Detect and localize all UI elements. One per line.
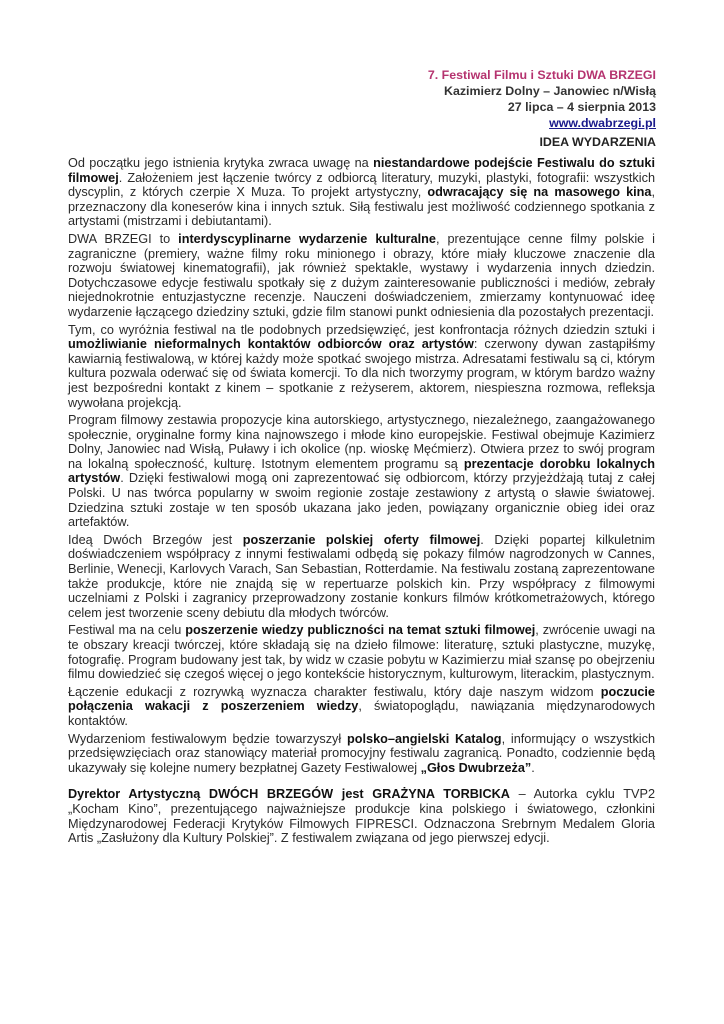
paragraph-emphasis: interdyscyplinarne wydarzenie kulturalne [178,231,436,246]
paragraph-5 [68,533,655,621]
paragraph-text: Wydarzeniom festiwalowym będzie towarzyszył [68,731,347,746]
section-title: IDEA WYDARZENIA [539,135,656,149]
festival-title: 7. Festiwal Filmu i Sztuki DWA BRZEGI [427,68,656,82]
paragraph-2 [68,232,655,320]
paragraph-text: . Dzięki popartej kilkuletnim doświadczeniem współpracy z innymi festiwalami odbędą się pokazy filmów nagrodzonych w Cannes, Berlinie, Wenecji, Karlovych Varach, San Sebastian, Rotterdamie. Na festiwalu zostaną zaprezentowane także produkcje, które nie znajdą się w repertuarze polskich kin. Przy współpracy z filmowymi uczelniami z Polski i zagranicy przeprowadzony zostanie konkurs filmów krótkometrażowych, którego celem jest tworzenie sceny debiutu dla młodych twórców. [68,532,656,620]
paragraph-text: – Autorka cyklu TVP2 „Kocham Kino”, prezentującego najważniejsze produkcje kina polskiego i światowego, członkini Międzynarodowej Federacji Krytyków Filmowych FIPRESCI. Odznaczona Srebrnym Medalem Gloria Artis „Zasłużony dla Kultury Polskiej”. Z festiwalem związana od jego pierwszej edycji. [68,787,656,846]
paragraph-emphasis: poczucie połączenia wakacji z poszerzeniem wiedzy [68,684,655,714]
paragraph-6 [68,623,655,681]
paragraph-text: . [531,760,535,775]
paragraph-emphasis: poszerzenie wiedzy publiczności na temat sztuki filmowej [185,623,536,638]
paragraph-text: Festiwal ma na celu [68,623,186,638]
festival-dates: 27 lipca – 4 sierpnia 2013 [507,100,656,114]
paragraph-text: Od początku jego istnienia krytyka zwraca uwagę na [68,156,374,170]
paragraph-text: Ideą Dwóch Brzegów jest [68,532,243,547]
paragraph-text: , prezentujące cenne filmy polskie i zagraniczne (premiery, ważne filmy roku minionego i obrazy, które miały kluczowe znaczenie dla rozwoju światowej kinematografii), jak również spektakle, wystawy i wydarzenia innych dziedzin. Dotychczasowe edycje festiwalu spotkały się z dużym zainteresowanie publiczności i mediów, zebrały niejednokrotnie entuzjastyczne recenzje. Nauczeni doświadczeniem, zmierzamy kontynuować ideę wydarzenie łączącego dziedziny sztuki, gdzie film stanowi punkt odniesienia dla pozostałych prezentacji. [68,231,655,319]
paragraph-text: , przeznaczony dla koneserów kina i innych sztuk. Siłą festiwalu jest możliwość codziennego spotkania z artystami (mistrzami i debiutantami). [68,185,655,229]
header-block [236,67,656,150]
paragraph-4 [68,413,655,530]
paragraph-emphasis: prezentacje dorobku lokalnych artystów [68,456,656,486]
website-link[interactable]: www.dwabrzegi.pl [549,116,656,130]
paragraph-director [68,787,655,845]
paragraph-text: Tym, co wyróżnia festiwal na tle podobnych przedsięwzięć, jest konfrontacja różnych dziedzin sztuki i [68,322,655,337]
paragraph-text: , światopoglądu, nawiązania międzynarodowych kontaktów. [68,699,655,728]
paragraph-emphasis: „Głos Dwubrzeża” [420,760,532,775]
paragraph-8 [68,732,655,776]
paragraph-emphasis: Dyrektor Artystyczną DWÓCH BRZEGÓW jest GRAŻYNA TORBICKA [68,787,510,802]
paragraph-emphasis: poszerzanie polskiej oferty filmowej [242,532,481,547]
paragraph-emphasis: odwracający się na masowego kina [427,185,652,200]
paragraph-1 [68,156,655,229]
paragraph-3 [68,323,655,411]
paragraph-text: , informujący o wszystkich przedsięwzięciach oraz stanowiący materiał promocyjny festiwalu zagranicą. Ponadto, codziennie będą ukazywały się kolejne numery bezpłatnej Gazety Festiwalowej [68,731,656,775]
paragraph-emphasis: polsko–angielski Katalog [347,731,502,746]
paragraph-text: DWA BRZEGI to [68,231,179,246]
paragraph-emphasis: niestandardowe podejście Festiwalu do sztuki filmowej [68,156,656,185]
paragraph-text: Program filmowy zestawia propozycje kina autorskiego, artystycznego, niezależnego, zaangażowanego społecznie, oryginalne formy kina najnowszego i młode kino europejskie. Festiwal obejmuje Kazimierz Dolny, Janowiec nad Wisłą, Puławy i ich okolice (np. wioskę Męćmierz). Otwiera przez to swój program na lokalną społeczność, kulturę. Istotnym elementem programu są [68,413,655,471]
paragraph-7 [68,685,655,729]
paragraph-text: Łączenie edukacji z rozrywką wyznacza charakter festiwalu, który daje naszym widzom [68,684,601,699]
paragraph-text: . Dzięki festiwalowi mogą oni zaprezentować się odbiorcom, którzy przyjeżdżają tutaj z całej Polski. U nas twórca popularny w swoim regionie zostaje zestawiony z artystą o sławie światowej. Dziedzina sztuki zostaje w ten sposób ukazana jako jeden, powiązany organicznie obieg idei oraz artefaktów. [68,471,655,530]
paragraph-text: . Założeniem jest łączenie twórcy z odbiorcą literatury, muzyki, plastyki, fotografii: wszystkich dyscyplin, z których czerpie X Muza. To projekt artystyczny, [68,170,655,200]
paragraph-emphasis: umożliwianie nieformalnych kontaktów odbiorców oraz artystów [68,337,474,352]
document-body [68,156,655,849]
festival-location: Kazimierz Dolny – Janowiec n/Wisłą [444,84,656,98]
paragraph-text: , zwrócenie uwagi na te obszary kreacji twórczej, które składają się na dzieło filmowe: literaturę, sztuki plastyczne, muzykę, fotografię. Program budowany jest tak, by widz w czasie pobytu w Kazimierzu miał szansę po obejrzeniu filmu dowiedzieć się czegoś więcej o jego kontekście historycznym, kulturowym, literackim, plastycznym. [68,623,655,682]
paragraph-text: : czerwony dywan zastąpiłśmy kawiarnią festiwalową, w której każdy może spotkać swojego mistrza. Adresatami festiwalu są ci, którym kultura pozwala oderwać się od świata komercji. To dla nich tworzymy program, w którym bardzo ważny jest bezpośredni kontakt z kinem – spotkanie z reżyserem, aktorem, niespieszna rozmowa, refleksja wywołana projekcją. [68,337,655,410]
